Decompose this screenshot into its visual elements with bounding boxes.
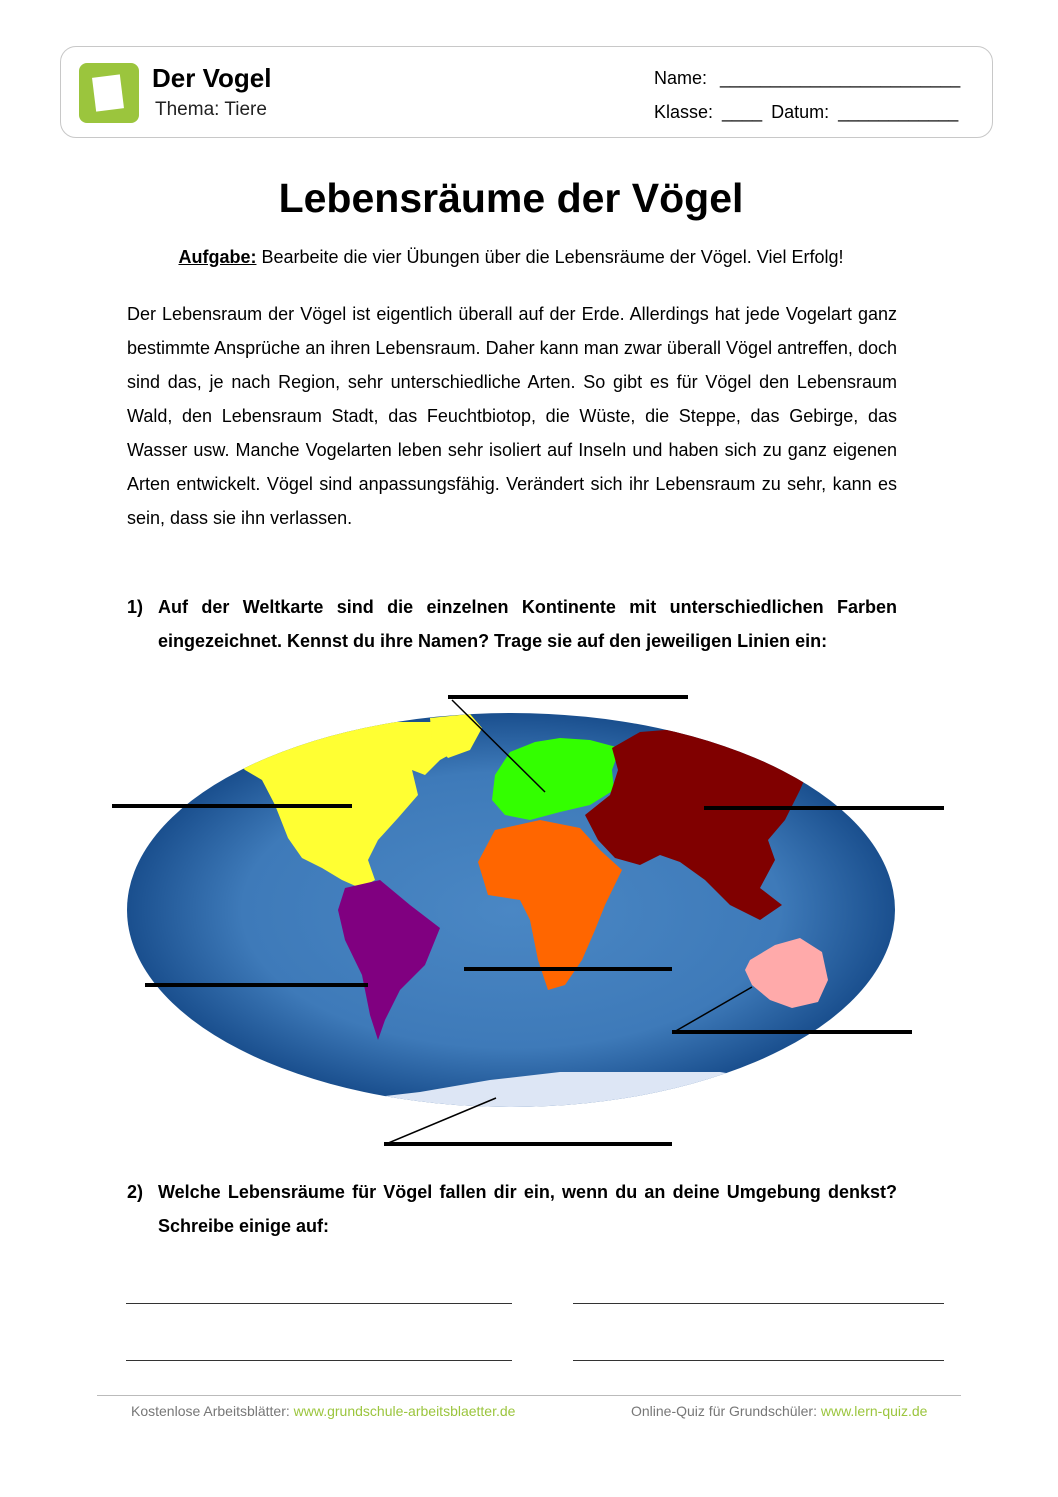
world-map — [100, 670, 960, 1160]
date-label: Datum: — [771, 102, 830, 122]
class-label: Klasse: — [654, 102, 714, 122]
task-label: Aufgabe: — [178, 247, 257, 267]
worksheet-title: Der Vogel — [152, 63, 272, 93]
task-text: Bearbeite die vier Übungen über die Lebensräume der Vögel. Viel Erfolg! — [256, 247, 844, 267]
worksheet-logo-icon — [79, 63, 139, 123]
footer-right-label: Online-Quiz für Grundschüler: — [631, 1403, 821, 1419]
exercise-1 — [127, 590, 897, 658]
class-date-row — [654, 102, 958, 123]
footer-right-link[interactable]: www.lern-quiz.de — [820, 1403, 928, 1419]
page-title: Lebensräume der Vögel — [278, 175, 744, 221]
task-instruction — [80, 247, 942, 268]
date-field[interactable]: ____________ — [838, 102, 959, 122]
exercise-number: 1) — [127, 597, 144, 617]
answer-line-habitat-4[interactable] — [573, 1360, 944, 1361]
exercise-2 — [127, 1175, 897, 1243]
exercise-number: 2) — [127, 1182, 144, 1202]
alaska-red — [226, 744, 242, 758]
exercise-text: Welche Lebensräume für Vögel fallen dir ein, wenn du an deine Umgebung denkst? Schreibe einige auf: — [158, 1182, 897, 1236]
name-label: Name: — [654, 68, 708, 88]
exercise-text: Auf der Weltkarte sind die einzelnen Kontinente mit unterschiedlichen Farben eingezeichnet. Kennst du ihre Namen? Trage sie auf den jeweiligen Linien ein: — [158, 597, 897, 651]
class-field[interactable]: ____ — [722, 102, 763, 122]
footer-divider — [97, 1395, 961, 1396]
name-row — [654, 68, 960, 89]
footer-left-link[interactable]: www.grundschule-arbeitsblaetter.de — [293, 1403, 516, 1419]
answer-line-habitat-2[interactable] — [573, 1303, 944, 1304]
answer-line-habitat-1[interactable] — [126, 1303, 512, 1304]
pointer-line-antarctica — [386, 1098, 496, 1144]
name-field[interactable]: ________________________ — [720, 68, 961, 88]
footer-left-label: Kostenlose Arbeitsblätter: — [131, 1403, 294, 1419]
intro-paragraph: Der Lebensraum der Vögel ist eigentlich überall auf der Erde. Allerdings hat jede Vogelart ganz bestimmte Ansprüche an ihren Lebensraum. Daher kann man zwar überall Vögel antreffen, doch sind das, je nach Region, sehr unterschiedliche Arten. So gibt es für Vögel den Lebensraum Wald, den Lebensraum Stadt, das Feuchtbiotop, die Wüste, die Steppe, das Gebirge, das Wasser usw. Manche Vogelarten leben sehr isoliert auf Inseln und haben sich zu ganz eigenen Arten entwickelt. Vögel sind anpassungsfähig. Verändert sich ihr Lebensraum zu sehr, kann es sein, dass sie ihn verlassen. — [127, 304, 897, 528]
worksheet-topic: Thema: Tiere — [155, 99, 267, 120]
footer-left — [131, 1403, 515, 1419]
footer-right — [631, 1403, 927, 1419]
answer-line-habitat-3[interactable] — [126, 1360, 512, 1361]
